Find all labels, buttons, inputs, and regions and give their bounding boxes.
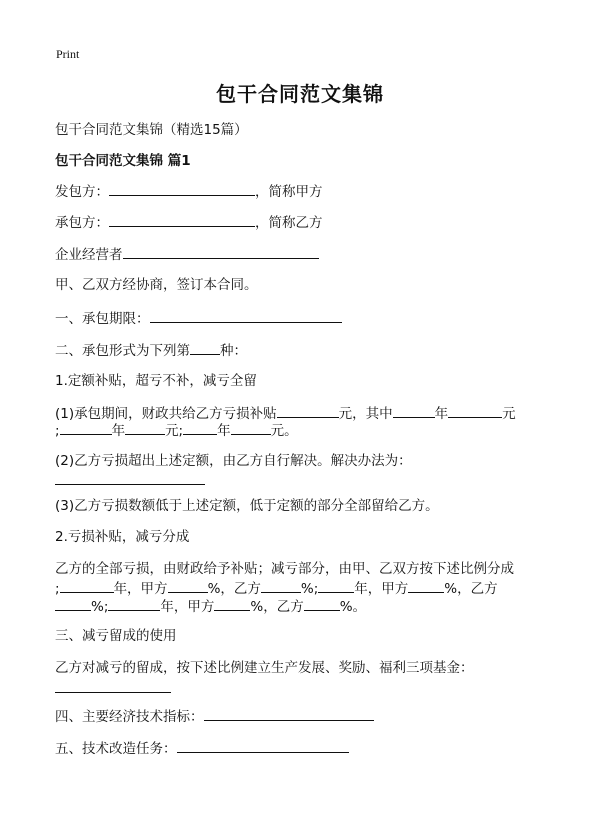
amount-blank-3[interactable] xyxy=(231,420,271,435)
share-year-blank-2[interactable] xyxy=(318,578,354,593)
operator-label: 企业经营者 xyxy=(55,247,123,263)
subsidy-amount-blank[interactable] xyxy=(277,403,339,418)
pct-sep-2: %; xyxy=(91,599,109,615)
section-heading: 包干合同范文集锦 篇1 xyxy=(55,153,191,169)
share-year-label-2: 年，甲方 xyxy=(354,581,409,597)
year-label: 年 xyxy=(434,406,449,422)
contractee-blank[interactable] xyxy=(109,212,255,227)
year-label-2: 年 xyxy=(111,423,126,439)
term-line xyxy=(55,308,342,328)
item-2-line: 2.亏损补贴，减亏分成 xyxy=(55,529,190,545)
retention-line: 乙方对减亏的留成，按下述比例建立生产发展、奖励、福利三项基金： xyxy=(55,660,474,676)
semicolon: ; xyxy=(55,423,60,439)
share-year-label-3: 年，甲方 xyxy=(160,599,215,615)
contractee-suffix: ，简称乙方 xyxy=(255,215,323,231)
year-blank[interactable] xyxy=(393,403,435,418)
form-line xyxy=(55,340,247,360)
share-year-label: 年，甲方 xyxy=(113,581,168,597)
term-blank[interactable] xyxy=(150,308,342,323)
retention-blank-line xyxy=(55,678,171,698)
subsidy-among: 元，其中 xyxy=(338,406,393,422)
party-b-label-3: %，乙方 xyxy=(250,599,304,615)
party-a-pct-blank-3[interactable] xyxy=(214,596,250,611)
contractor-label: 发包方： xyxy=(55,184,109,200)
overflow-line: (2)乙方亏损超出上述定额，由乙方自行解决。解决办法为： xyxy=(55,453,412,469)
party-b-label: %，乙方 xyxy=(207,581,261,597)
yuan-label-3: 元。 xyxy=(270,423,298,439)
sharing-line-2 xyxy=(55,578,498,598)
tech-line xyxy=(55,738,349,758)
print-link[interactable]: Print xyxy=(56,47,80,61)
operator-blank[interactable] xyxy=(123,244,319,259)
contractor-suffix: ，简称甲方 xyxy=(255,184,323,200)
year-label-3: 年 xyxy=(217,423,231,439)
form-label: 二、承包形式为下列第 xyxy=(55,343,190,359)
solution-blank[interactable] xyxy=(55,470,205,485)
party-a-pct-blank-2[interactable] xyxy=(408,578,444,593)
solution-line xyxy=(55,470,205,490)
below-quota-line: (3)乙方亏损数额低于上述定额，低于定额的部分全部留给乙方。 xyxy=(55,498,439,514)
pct-sep: %; xyxy=(300,581,319,597)
subsidy-line-2 xyxy=(55,420,298,440)
subtitle: 包干合同范文集锦（精选15篇） xyxy=(55,122,248,138)
operator-line xyxy=(55,244,319,264)
party-b-pct-blank-2[interactable] xyxy=(55,596,91,611)
yuan-label-2: 元; xyxy=(165,423,184,439)
party-b-label-2: %，乙方 xyxy=(444,581,498,597)
tech-label: 五、技术改造任务： xyxy=(55,741,177,757)
contractee-label: 承包方： xyxy=(55,215,109,231)
sharing-line-3 xyxy=(55,596,366,616)
item-1-line: 1.定额补贴，超亏不补，减亏全留 xyxy=(55,373,257,389)
indicators-line xyxy=(55,706,374,726)
retention-heading: 三、减亏留成的使用 xyxy=(55,628,177,644)
page-title: 包干合同范文集锦 xyxy=(216,82,384,106)
pct-end: %。 xyxy=(339,599,367,615)
party-b-pct-blank[interactable] xyxy=(261,578,301,593)
subsidy-text: (1)承包期间，财政共给乙方亏损补贴 xyxy=(55,406,277,422)
sharing-line: 乙方的全部亏损，由财政给予补贴；减亏部分，由甲、乙双方按下述比例分成 xyxy=(55,561,514,577)
party-a-pct-blank[interactable] xyxy=(168,578,208,593)
term-label: 一、承包期限： xyxy=(55,311,150,327)
indicators-blank[interactable] xyxy=(204,706,374,721)
retention-blank[interactable] xyxy=(55,678,171,693)
contractor-line xyxy=(55,181,323,201)
contractor-blank[interactable] xyxy=(109,181,255,196)
year-blank-2[interactable] xyxy=(60,420,112,435)
yuan-label: 元 xyxy=(502,406,516,422)
form-blank[interactable] xyxy=(190,340,220,355)
agreement-line: 甲、乙双方经协商，签订本合同。 xyxy=(55,277,258,293)
form-suffix: 种： xyxy=(220,343,247,359)
contractee-line xyxy=(55,212,323,232)
party-b-pct-blank-3[interactable] xyxy=(304,596,340,611)
semicolon-2: ; xyxy=(55,581,60,597)
amount-blank[interactable] xyxy=(448,403,502,418)
indicators-label: 四、主要经济技术指标： xyxy=(55,709,204,725)
share-year-blank[interactable] xyxy=(60,578,114,593)
tech-blank[interactable] xyxy=(177,738,349,753)
amount-blank-2[interactable] xyxy=(125,420,165,435)
share-year-blank-3[interactable] xyxy=(108,596,160,611)
year-blank-3[interactable] xyxy=(183,420,217,435)
